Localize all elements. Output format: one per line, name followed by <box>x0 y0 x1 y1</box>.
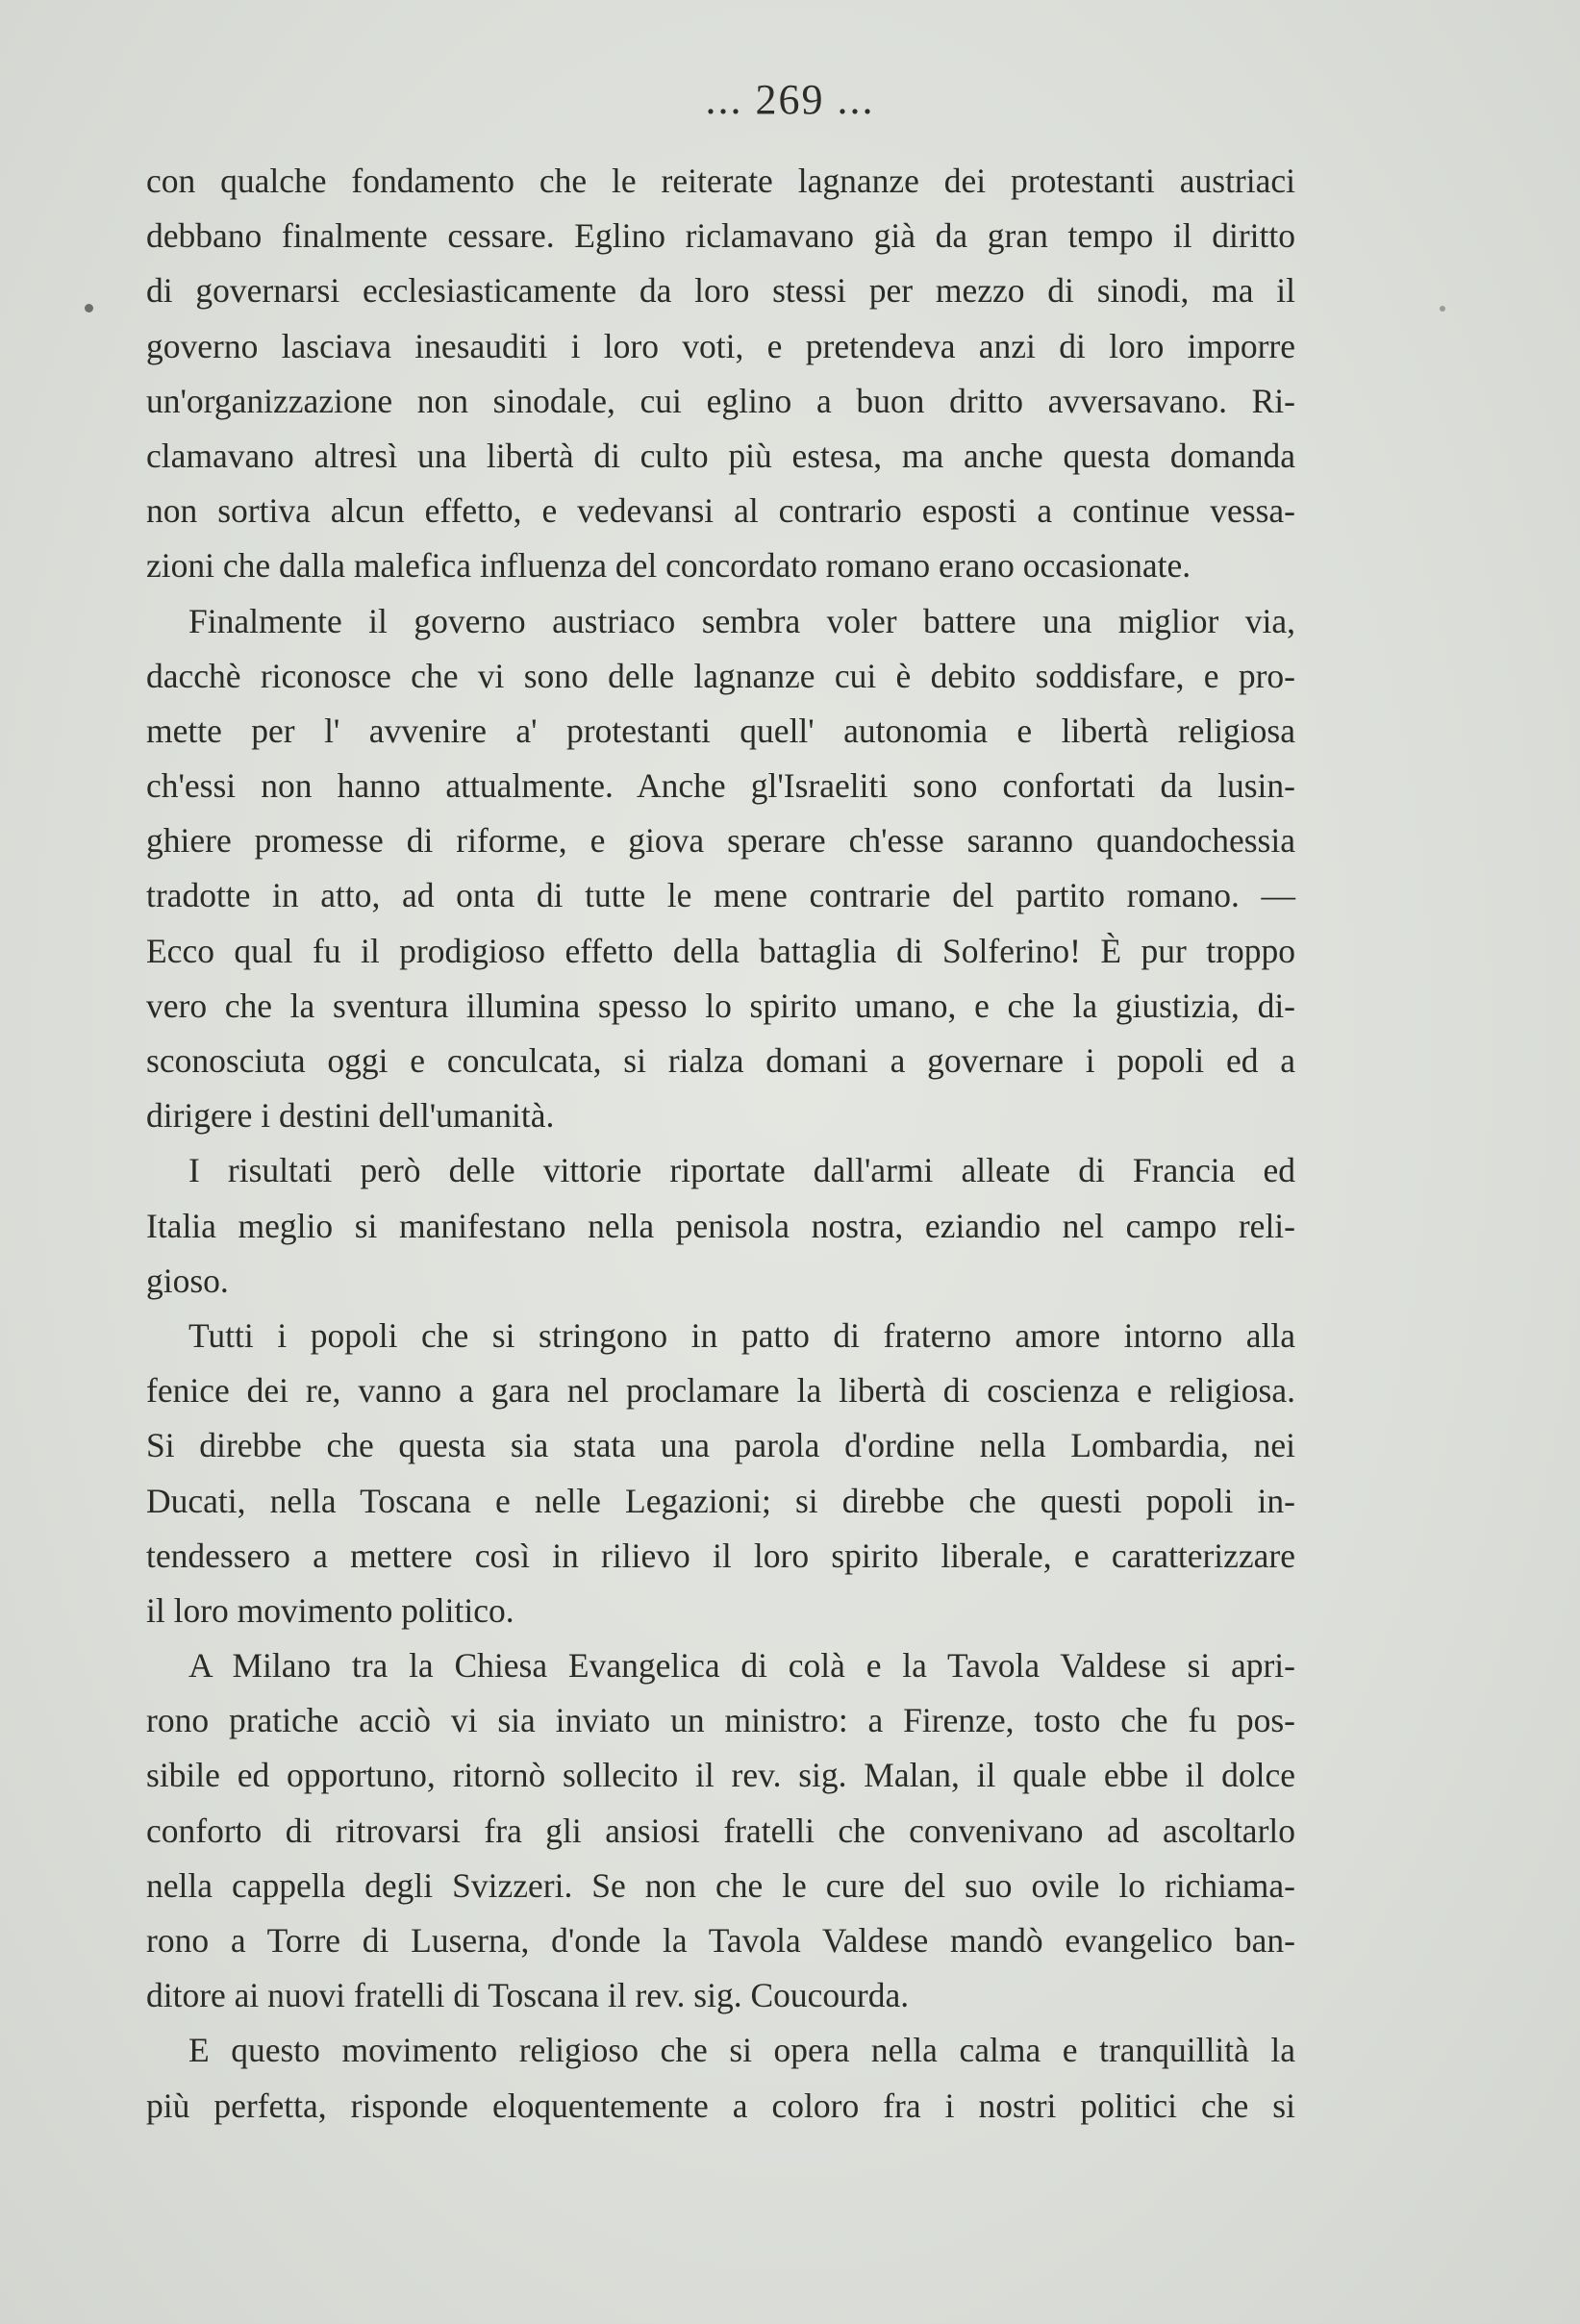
text-line: sibile ed opportuno, ritornò sollecito il rev. sig. Malan, il quale ebbe il dolce <box>146 1756 1295 1795</box>
body-text <box>146 154 1295 2134</box>
text-line: E questo movimento religioso che si opera nella calma e tranquillità la <box>188 2031 1295 2070</box>
page-number: ... 269 ... <box>705 76 875 123</box>
text-line: tendessero a mettere così in rilievo il loro spirito liberale, e caratterizzare <box>146 1536 1295 1575</box>
text-line: Ducati, nella Toscana e nelle Legazioni; si direbbe che questi popoli in- <box>146 1481 1295 1520</box>
text-line: il loro movimento politico. <box>146 1590 514 1630</box>
text-line: mette per l' avvenire a' protestanti quell' autonomia e libertà religiosa <box>146 711 1295 750</box>
text-line: tradotte in atto, ad onta di tutte le mene contrarie del partito romano. — <box>146 876 1295 915</box>
text-line: vero che la sventura illumina spesso lo spirito umano, e che la giustizia, di- <box>146 986 1295 1025</box>
text-line: non sortiva alcun effetto, e vedevansi al contrario esposti a continue vessa- <box>146 491 1295 531</box>
text-line: Tutti i popoli che si stringono in patto di fraterno amore intorno alla <box>188 1315 1295 1355</box>
text-line: ch'essi non hanno attualmente. Anche gl'Israeliti sono confortati da lusin- <box>146 766 1295 806</box>
text-line: fenice dei re, vanno a gara nel proclamare la libertà di coscienza e religiosa. <box>146 1371 1295 1411</box>
paper-speck <box>1440 306 1445 312</box>
text-line: più perfetta, risponde eloquentemente a coloro fra i nostri politici che si <box>146 2086 1295 2125</box>
paper-speck <box>85 304 93 312</box>
text-line: rono a Torre di Luserna, d'onde la Tavola Valdese mandò evangelico ban- <box>146 1921 1295 1960</box>
text-line: nella cappella degli Svizzeri. Se non che le cure del suo ovile lo richiama- <box>146 1865 1295 1905</box>
text-line: debbano finalmente cessare. Eglino riclamavano già da gran tempo il diritto <box>146 216 1295 256</box>
text-line: I risultati però delle vittorie riportate dall'armi alleate di Francia ed <box>188 1151 1295 1190</box>
text-line: gioso. <box>146 1261 229 1300</box>
text-line: un'organizzazione non sinodale, cui eglino a buon dritto avversavano. Ri- <box>146 381 1295 420</box>
text-line: zioni che dalla malefica influenza del concordato romano erano occasionate. <box>146 546 1191 586</box>
text-line: Italia meglio si manifestano nella penisola nostra, eziandio nel campo reli- <box>146 1206 1295 1245</box>
text-line: Si direbbe che questa sia stata una parola d'ordine nella Lombardia, nei <box>146 1426 1295 1465</box>
text-line: clamavano altresì una libertà di culto più estesa, ma anche questa domanda <box>146 436 1295 475</box>
text-line: sconosciuta oggi e conculcata, si rialza domani a governare i popoli ed a <box>146 1041 1295 1080</box>
text-line: ghiere promesse di riforme, e giova sperare ch'esse saranno quandochessia <box>146 821 1295 861</box>
text-line: A Milano tra la Chiesa Evangelica di colà e la Tavola Valdese si apri- <box>188 1646 1295 1686</box>
text-line: Finalmente il governo austriaco sembra voler battere una miglior via, <box>188 601 1295 640</box>
text-line: con qualche fondamento che le reiterate lagnanze dei protestanti austriaci <box>146 162 1295 200</box>
text-line: Ecco qual fu il prodigioso effetto della battaglia di Solferino! È pur troppo <box>146 931 1295 970</box>
text-line: conforto di ritrovarsi fra gli ansiosi fratelli che convenivano ad ascoltarlo <box>146 1811 1295 1850</box>
text-line: rono pratiche acciò vi sia inviato un ministro: a Firenze, tosto che fu pos- <box>146 1701 1295 1740</box>
text-line: ditore ai nuovi fratelli di Toscana il rev. sig. Coucourda. <box>146 1976 910 2015</box>
text-line: di governarsi ecclesiasticamente da loro stessi per mezzo di sinodi, ma il <box>146 271 1295 311</box>
text-line: dirigere i destini dell'umanità. <box>146 1096 555 1136</box>
text-line: governo lasciava inesauditi i loro voti, e pretendeva anzi di loro imporre <box>146 326 1295 365</box>
text-line: dacchè riconosce che vi sono delle lagnanze cui è debito soddisfare, e pro- <box>146 656 1295 695</box>
